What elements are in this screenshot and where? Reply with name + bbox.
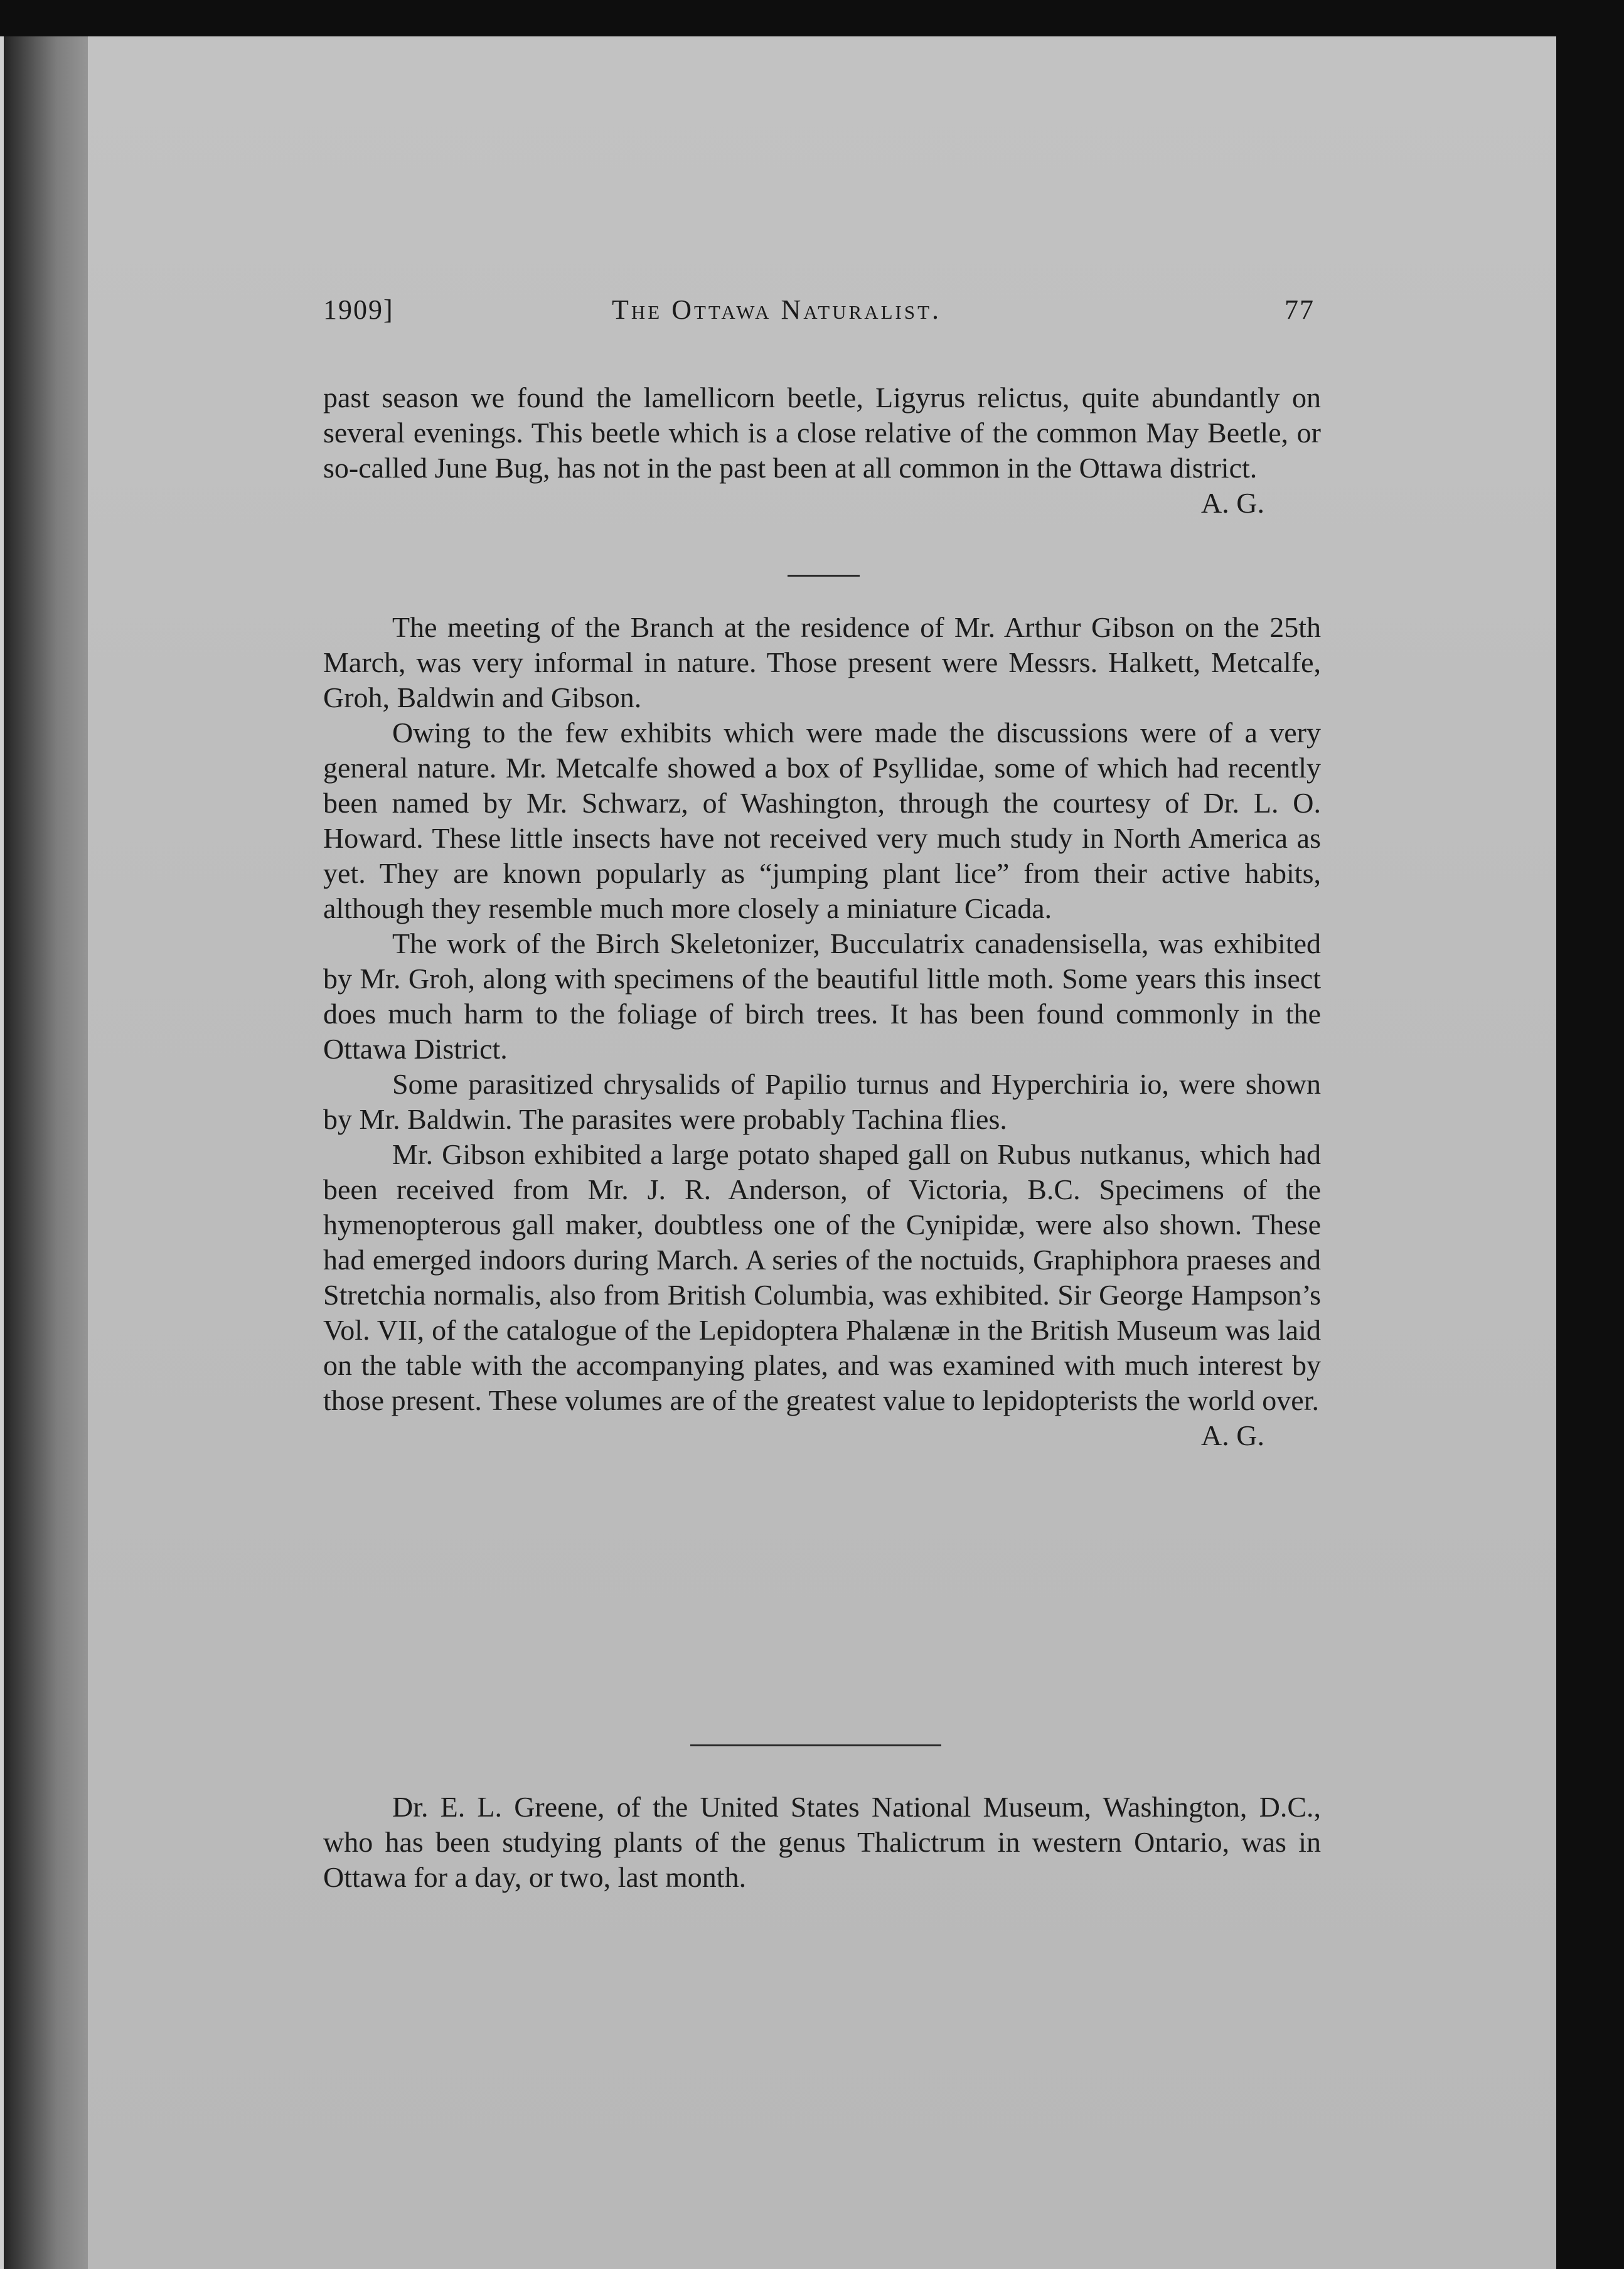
section-greene-note [323,1790,1321,1895]
running-header [323,294,1315,344]
section-divider [788,575,860,577]
header-journal-title: The Ottawa Naturalist. [612,294,942,325]
section-divider [690,1744,941,1746]
paragraph: Some parasitized chrysalids of Papilio turnus and Hyperchiria io, were shown by Mr. Baldwin. The parasites were probably Tachina flies. [323,1068,1321,1135]
paragraph: The meeting of the Branch at the residence of Mr. Arthur Gibson on the 25th March, was very informal in nature. Those present were Messrs. Halkett, Metcalfe, Groh, Baldwin and Gibson. [323,611,1321,713]
paragraph: Mr. Gibson exhibited a large potato shaped gall on Rubus nutkanus, which had been received from Mr. J. R. Anderson, of Victoria, B.C. Specimens of the hymenopterous gall maker, doubtless one of the Cynipidæ, were also shown. These had emerged indoors during March. A series of the noctuids, Graphiphora praeses and Stretchia normalis, also from British Columbia, was exhibited. Sir George Hampson’s Vol. VII, of the catalogue of the Lepidoptera Phalænæ in the British Museum was laid on the table with the accompanying plates, and was examined with much interest by those present. These volumes are of the greatest value to lepidopterists the world over. [323,1138,1321,1416]
paragraph: past season we found the lamellicorn beetle, Ligyrus relictus, quite abundantly on several evenings. This beetle which is a close relative of the common May Beetle, or so-called June Bug, has not in the past been at all common in the Ottawa district. [323,382,1321,484]
header-year: 1909] [323,294,394,325]
signature: A. G. [1201,1419,1264,1451]
paragraph: The work of the Birch Skeletonizer, Bucculatrix canadensisella, was exhibited by Mr. Groh, along with specimens of the beautiful little moth. Some years this insect does much harm to the foliage of birch trees. It has been found commonly in the Ottawa District. [323,927,1321,1065]
section-branch-meeting [323,610,1321,1453]
paragraph: Owing to the few exhibits which were made the discussions were of a very general nature. Mr. Metcalfe showed a box of Psyllidae, some of which had recently been named by Mr. Schwarz, of Washington, through the courtesy of Dr. L. O. Howard. These little insects have not received very much study in North America as yet. They are known popularly as “jumping plant lice” from their active habits, although they resemble much more closely a miniature Cicada. [323,717,1321,924]
book-spine [0,36,94,2269]
section-beetle-note [323,380,1321,521]
signature: A. G. [1201,487,1264,519]
paragraph: Dr. E. L. Greene, of the United States National Museum, Washington, D.C., who has been studying plants of the genus Thalictrum in western Ontario, was in Ottawa for a day, or two, last month. [323,1791,1321,1893]
page-number: 77 [1285,294,1315,325]
